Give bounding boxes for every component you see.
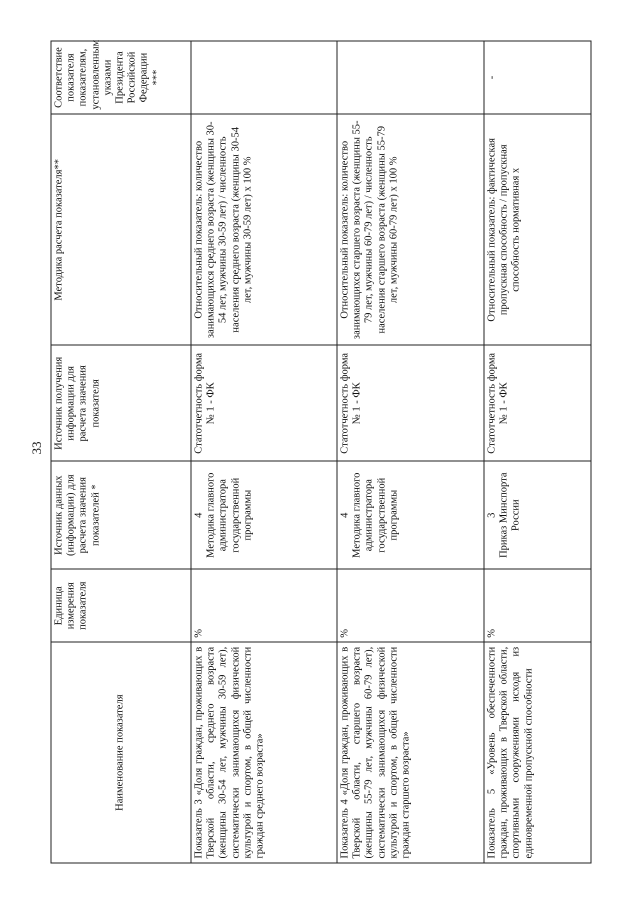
indicator-data-source xyxy=(191,461,337,569)
table-row xyxy=(484,41,591,863)
indicator-compliance xyxy=(191,41,337,114)
page-number: 33 xyxy=(29,441,44,455)
data-source-text: Методика главного администратора государственной программы xyxy=(205,472,254,558)
rotated-table-container xyxy=(51,41,591,864)
indicator-data-source xyxy=(484,461,591,569)
indicator-data-source xyxy=(337,461,484,569)
indicator-info-source: Статотчетность форма № 1 - ФК xyxy=(484,345,591,461)
indicator-name: Показатель 3 «Доля граждан, проживающих в Тверской области, среднего возраста (женщины 30-54 лет, мужчины 30-59 лет), систематически занимающихся физической культурой и спортом, в общей численности граждан среднего возраста» xyxy=(191,642,337,863)
data-source-text: Приказ Минспорта России xyxy=(498,472,522,558)
indicator-method: Относительный показатель: фактическая пропускная способность / пропускная способность нормативная х xyxy=(484,114,591,345)
table-row xyxy=(337,41,484,863)
header-name: Наименование показателя xyxy=(51,642,191,863)
indicator-name: Показатель 5 «Уровень обеспеченности граждан, проживающих в Тверской области, спортивными сооружениями исходя из единовременной пропускной способности xyxy=(484,642,591,863)
indicator-unit: % xyxy=(484,569,591,642)
indicator-compliance xyxy=(337,41,484,114)
indicators-table xyxy=(51,41,592,864)
data-source-number: 3 xyxy=(486,512,498,518)
indicator-unit: % xyxy=(337,569,484,642)
data-source-number: 4 xyxy=(193,512,205,518)
table-header-row xyxy=(51,41,191,863)
table-row xyxy=(191,41,337,863)
data-source-text: Методика главного администратора государственной программы xyxy=(351,472,400,558)
header-data-source: Источник данных (информации) для расчета значения показателей * xyxy=(51,461,191,569)
indicator-info-source: Статотчетность форма № 1 - ФК xyxy=(337,345,484,461)
indicator-compliance: - xyxy=(484,41,591,114)
data-source-number: 4 xyxy=(339,512,351,518)
indicator-method: Относительный показатель: количество занимающихся среднего возраста (женщины 30-54 лет, мужчины 30-59 лет) / численность населения среднего возраста (женщины 30-54 лет, мужчины 30-59 лет) х 100 % xyxy=(191,114,337,345)
header-unit: Единица измерения показателя xyxy=(51,569,191,642)
indicator-unit: % xyxy=(191,569,337,642)
header-method: Методика расчета показателя** xyxy=(51,114,191,345)
header-compliance: Соответствие показателя показателям, установленным указами Президента Российской Федерации *** xyxy=(51,41,191,114)
header-info-source: Источник получения информации для расчета значения показателя xyxy=(51,345,191,461)
indicator-name: Показатель 4 «Доля граждан, проживающих в Тверской области, старшего возраста (женщины 55-79 лет, мужчины 60-79 лет), систематически занимающихся физической культурой и спортом, в общей численности граждан старшего возраста» xyxy=(337,642,484,863)
indicator-info-source: Статотчетность форма № 1 - ФК xyxy=(191,345,337,461)
indicator-method: Относительный показатель: количество занимающихся старшего возраста (женщины 55-79 лет, мужчины 60-79 лет) / численность населения старшего возраста (женщины 55-79 лет, мужчины 60-79 лет) х 100 % xyxy=(337,114,484,345)
